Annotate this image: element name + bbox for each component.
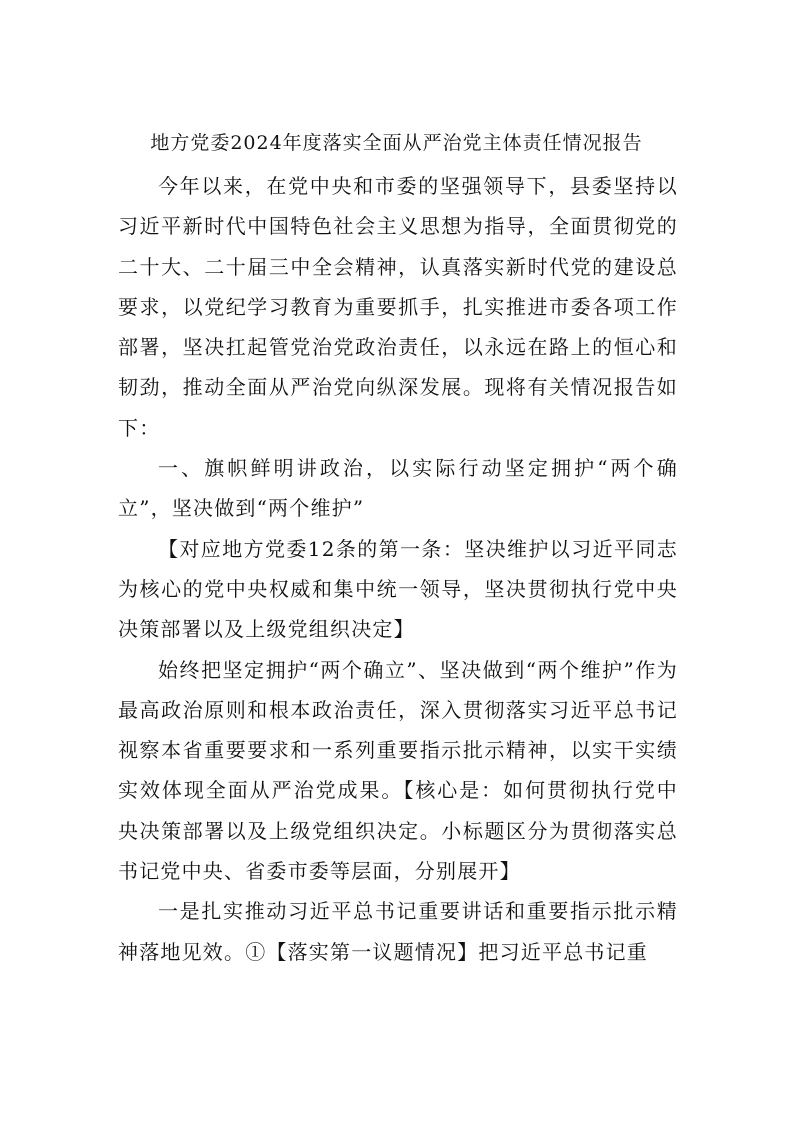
document-body — [118, 166, 678, 972]
document-title: 地方党委2024年度落实全面从严治党主体责任情况报告 — [150, 132, 643, 154]
paragraph-note: 【对应地方党委12条的第一条：坚决维护以习近平同志为核心的党中央权威和集中统一领导，坚决贯彻执行党中央决策部署以及上级党组织决定】 — [118, 536, 678, 642]
paragraph-intro: 今年以来，在党中央和市委的坚强领导下，县委坚持以习近平新时代中国特色社会主义思想为指导，全面贯彻党的二十大、二十届三中全会精神，认真落实新时代党的建设总要求，以党纪学习教育为重要抓手，扎实推进市委各项工作部署，坚决扛起管党治党政治责任，以永远在路上的恒心和韧劲，推动全面从严治党向纵深发展。现将有关情况报告如下： — [118, 174, 678, 440]
paragraph-main: 始终把坚定拥护“两个确立”、坚决做到“两个维护”作为最高政治原则和根本政治责任，深入贯彻落实习近平总书记视察本省重要要求和一系列重要指示批示精神，以实干实绩实效体现全面从严治党成果。【核心是：如何贯彻执行党中央决策部署以及上级党组织决定。小标题区分为贯彻落实总书记党中央、省委市委等层面，分别展开】 — [118, 657, 678, 884]
paragraph-point-1: 一是扎实推动习近平总书记重要讲话和重要指示批示精神落地见效。①【落实第一议题情况】把习近平总书记重 — [118, 899, 678, 964]
section-heading-1: 一、旗帜鲜明讲政治，以实际行动坚定拥护“两个确立”，坚决做到“两个维护” — [118, 456, 678, 521]
